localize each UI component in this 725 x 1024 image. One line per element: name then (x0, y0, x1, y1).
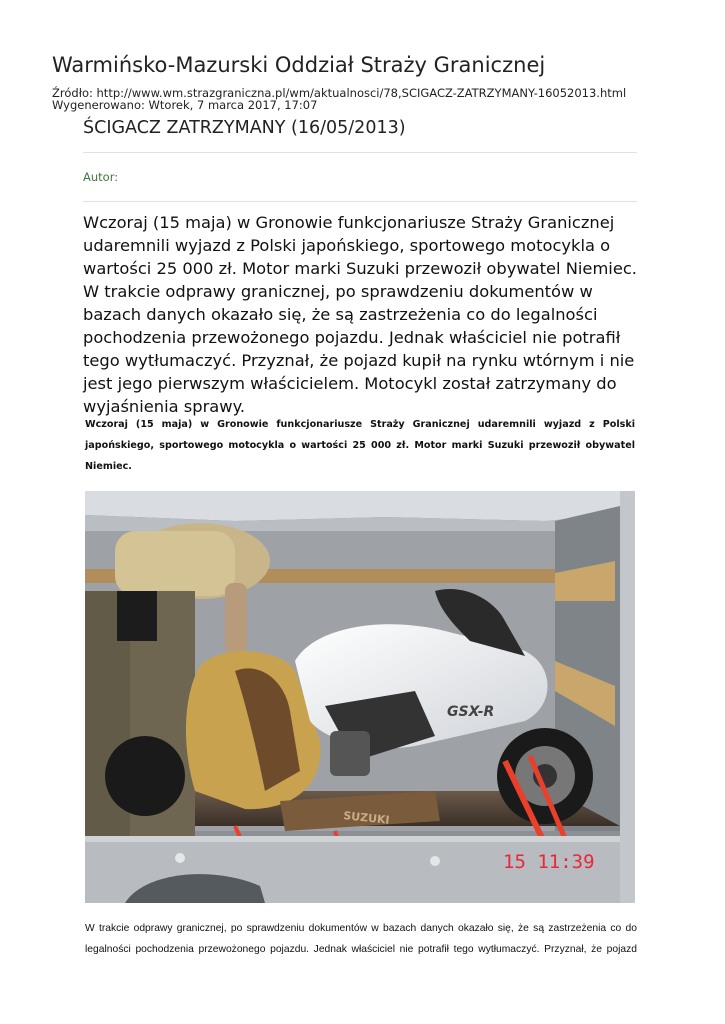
bold-paragraph: Wczoraj (15 maja) w Gronowie funkcjonariusze Straży Granicznej udaremnili wyjazd z Polski japońskiego, sportowego motocykla o wartości 25 000 zł. Motor marki Suzuki przewoził obywatel Niemiec. (85, 419, 635, 472)
generated-date: Wygenerowano: Wtorek, 7 marca 2017, 17:07 (52, 98, 318, 112)
author-label: Autor: (83, 170, 119, 184)
site-title: Warmińsko-Mazurski Oddział Straży Granicznej (52, 53, 546, 77)
divider (83, 201, 637, 202)
bike-brand-text: SUZUKI (342, 809, 391, 827)
article-photo (85, 491, 635, 903)
photo-timestamp: 15 11:39 (503, 851, 595, 873)
bike-model-text: GSX-R (447, 704, 495, 720)
article-lead: Wczoraj (15 maja) w Gronowie funkcjonariusze Straży Granicznej udaremnili wyjazd z Polski japońskiego, sportowego motocykla o wartości 25 000 zł. Motor marki Suzuki przewoził obywatel Niemiec. W trakcie odprawy granicznej, po sprawdzeniu dokumentów w bazach danych okazało się, że są zastrzeżenia co do legalności pochodzenia przewożonego pojazdu. Jednak właściciel nie potrafił tego wytłumaczyć. Przyznał, że pojazd kupił na rynku wtórnym i nie jest jego pierwszym właścicielem. Motocykl został zatrzymany do wyjaśnienia sprawy. (83, 213, 637, 416)
article-title: ŚCIGACZ ZATRZYMANY (16/05/2013) (83, 118, 406, 138)
source-url[interactable]: Źródło: http://www.wm.strazgraniczna.pl/wm/aktualnosci/78,SCIGACZ-ZATRZYMANY-16052013.html (52, 86, 627, 100)
body-paragraph: W trakcie odprawy granicznej, po sprawdzeniu dokumentów w bazach danych okazało się, że są zastrzeżenia co do legalności pochodzenia przewożonego pojazdu. Jednak właściciel nie potrafił tego wytłumaczyć. Przyznał, że pojazd (85, 923, 637, 955)
divider (83, 152, 637, 153)
